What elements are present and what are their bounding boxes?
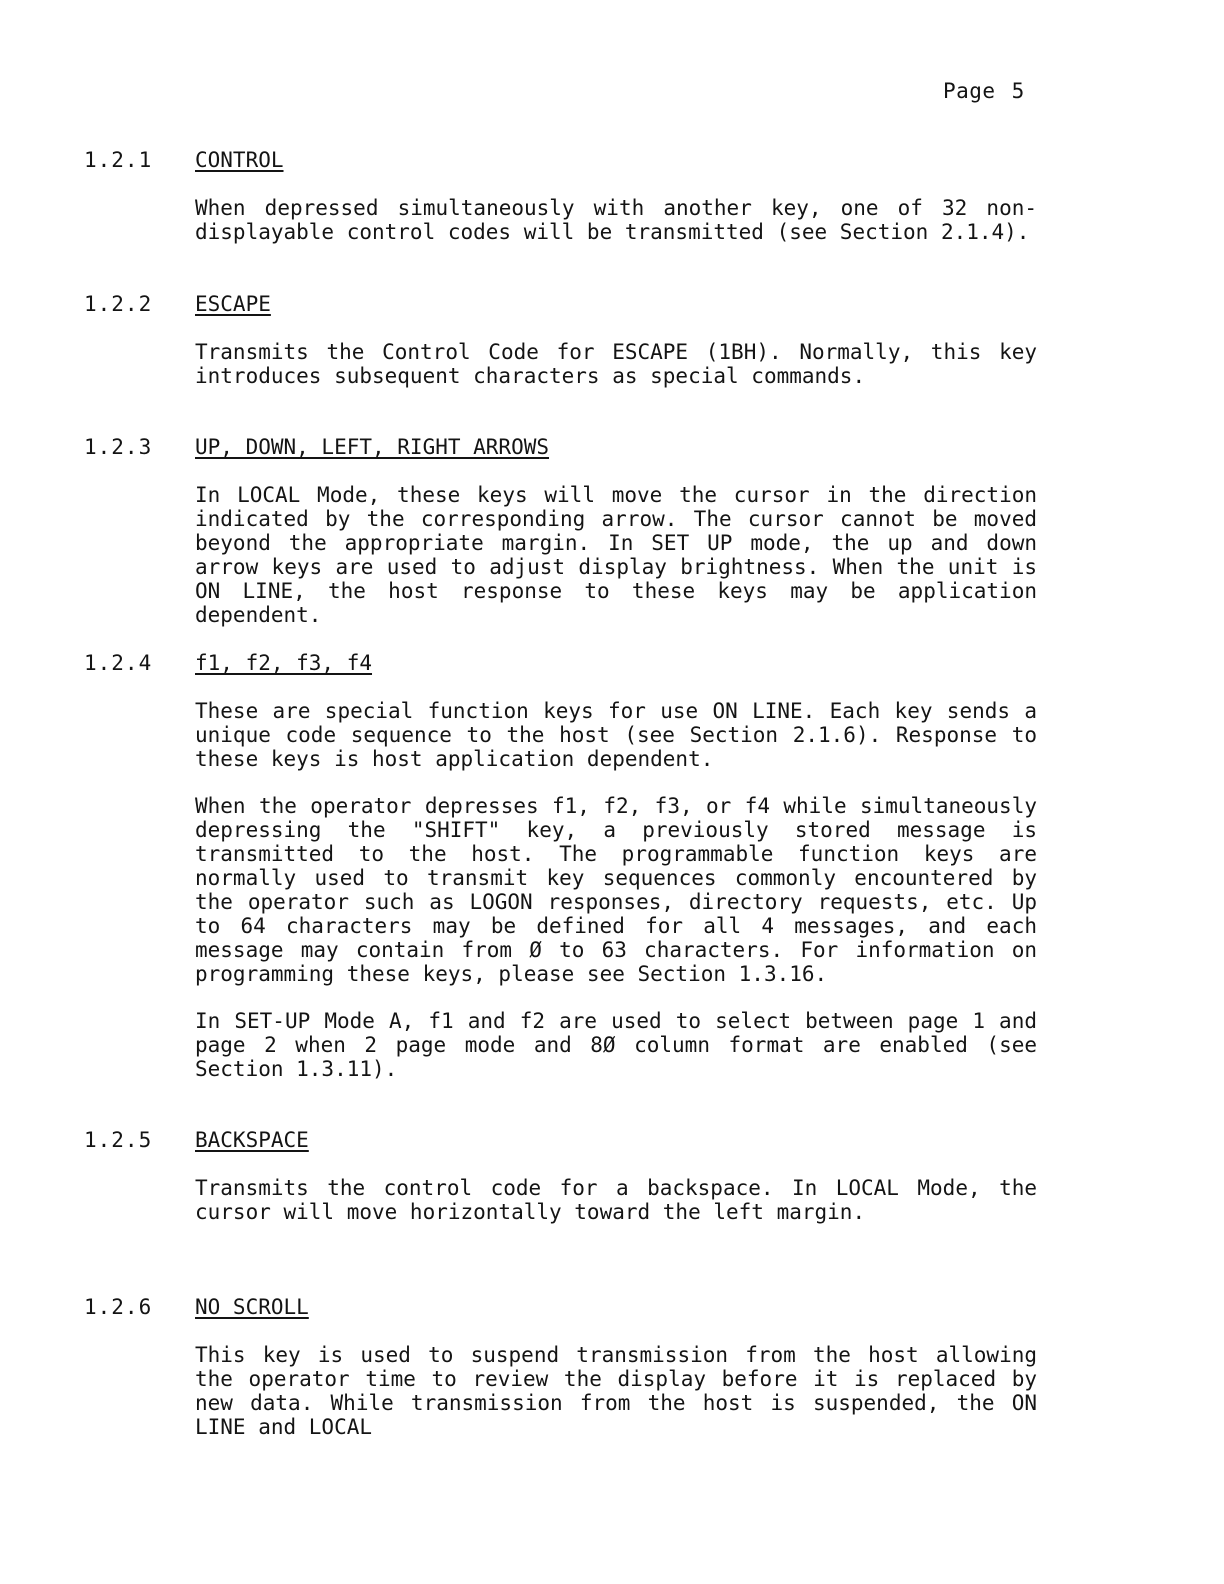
section-paragraph: Transmits the control code for a backspace. In LOCAL Mode, the cursor will move horizontally toward the left margin.	[195, 1176, 1037, 1224]
section-paragraph: These are special function keys for use ON LINE. Each key sends a unique code sequence to the host (see Section 2.1.6). Response to these keys is host application dependent.	[195, 699, 1037, 771]
section-number: 1.2.2	[84, 292, 153, 316]
section-number: 1.2.3	[84, 435, 153, 459]
section-title: BACKSPACE	[195, 1128, 309, 1152]
section-paragraph: When depressed simultaneously with another key, one of 32 non-displayable control codes will be transmitted (see Section 2.1.4).	[195, 196, 1037, 244]
section-title: CONTROL	[195, 148, 284, 172]
section-paragraph: When the operator depresses f1, f2, f3, or f4 while simultaneously depressing the "SHIFT" key, a previously stored message is transmitted to the host. The programmable function keys are normally used to transmit key sequences commonly encountered by the operator such as LOGON responses, directory requests, etc. Up to 64 characters may be defined for all 4 messages, and each message may contain from Ø to 63 characters. For information on programming these keys, please see Section 1.3.16.	[195, 794, 1037, 986]
section-paragraph: In LOCAL Mode, these keys will move the cursor in the direction indicated by the corresponding arrow. The cursor cannot be moved beyond the appropriate margin. In SET UP mode, the up and down arrow keys are used to adjust display brightness. When the unit is ON LINE, the host response to these keys may be application dependent.	[195, 483, 1037, 627]
section-paragraph: This key is used to suspend transmission from the host allowing the operator time to review the display before it is replaced by new data. While transmission from the host is suspended, the ON LINE and LOCAL	[195, 1343, 1037, 1439]
page-label: Page	[943, 79, 996, 103]
section-number: 1.2.4	[84, 651, 153, 675]
section-title: NO SCROLL	[195, 1295, 309, 1319]
section-paragraph: Transmits the Control Code for ESCAPE (1BH). Normally, this key introduces subsequent characters as special commands.	[195, 340, 1037, 388]
page-number: 5	[1011, 79, 1025, 103]
section-number: 1.2.1	[84, 148, 153, 172]
section-number: 1.2.5	[84, 1128, 153, 1152]
section-paragraph: In SET-UP Mode A, f1 and f2 are used to select between page 1 and page 2 when 2 page mode and 8Ø column format are enabled (see Section 1.3.11).	[195, 1009, 1037, 1081]
section-title: UP, DOWN, LEFT, RIGHT ARROWS	[195, 435, 550, 459]
section-title: ESCAPE	[195, 292, 271, 316]
section-title: f1, f2, f3, f4	[195, 651, 373, 675]
page-header	[943, 79, 1025, 103]
section-number: 1.2.6	[84, 1295, 153, 1319]
